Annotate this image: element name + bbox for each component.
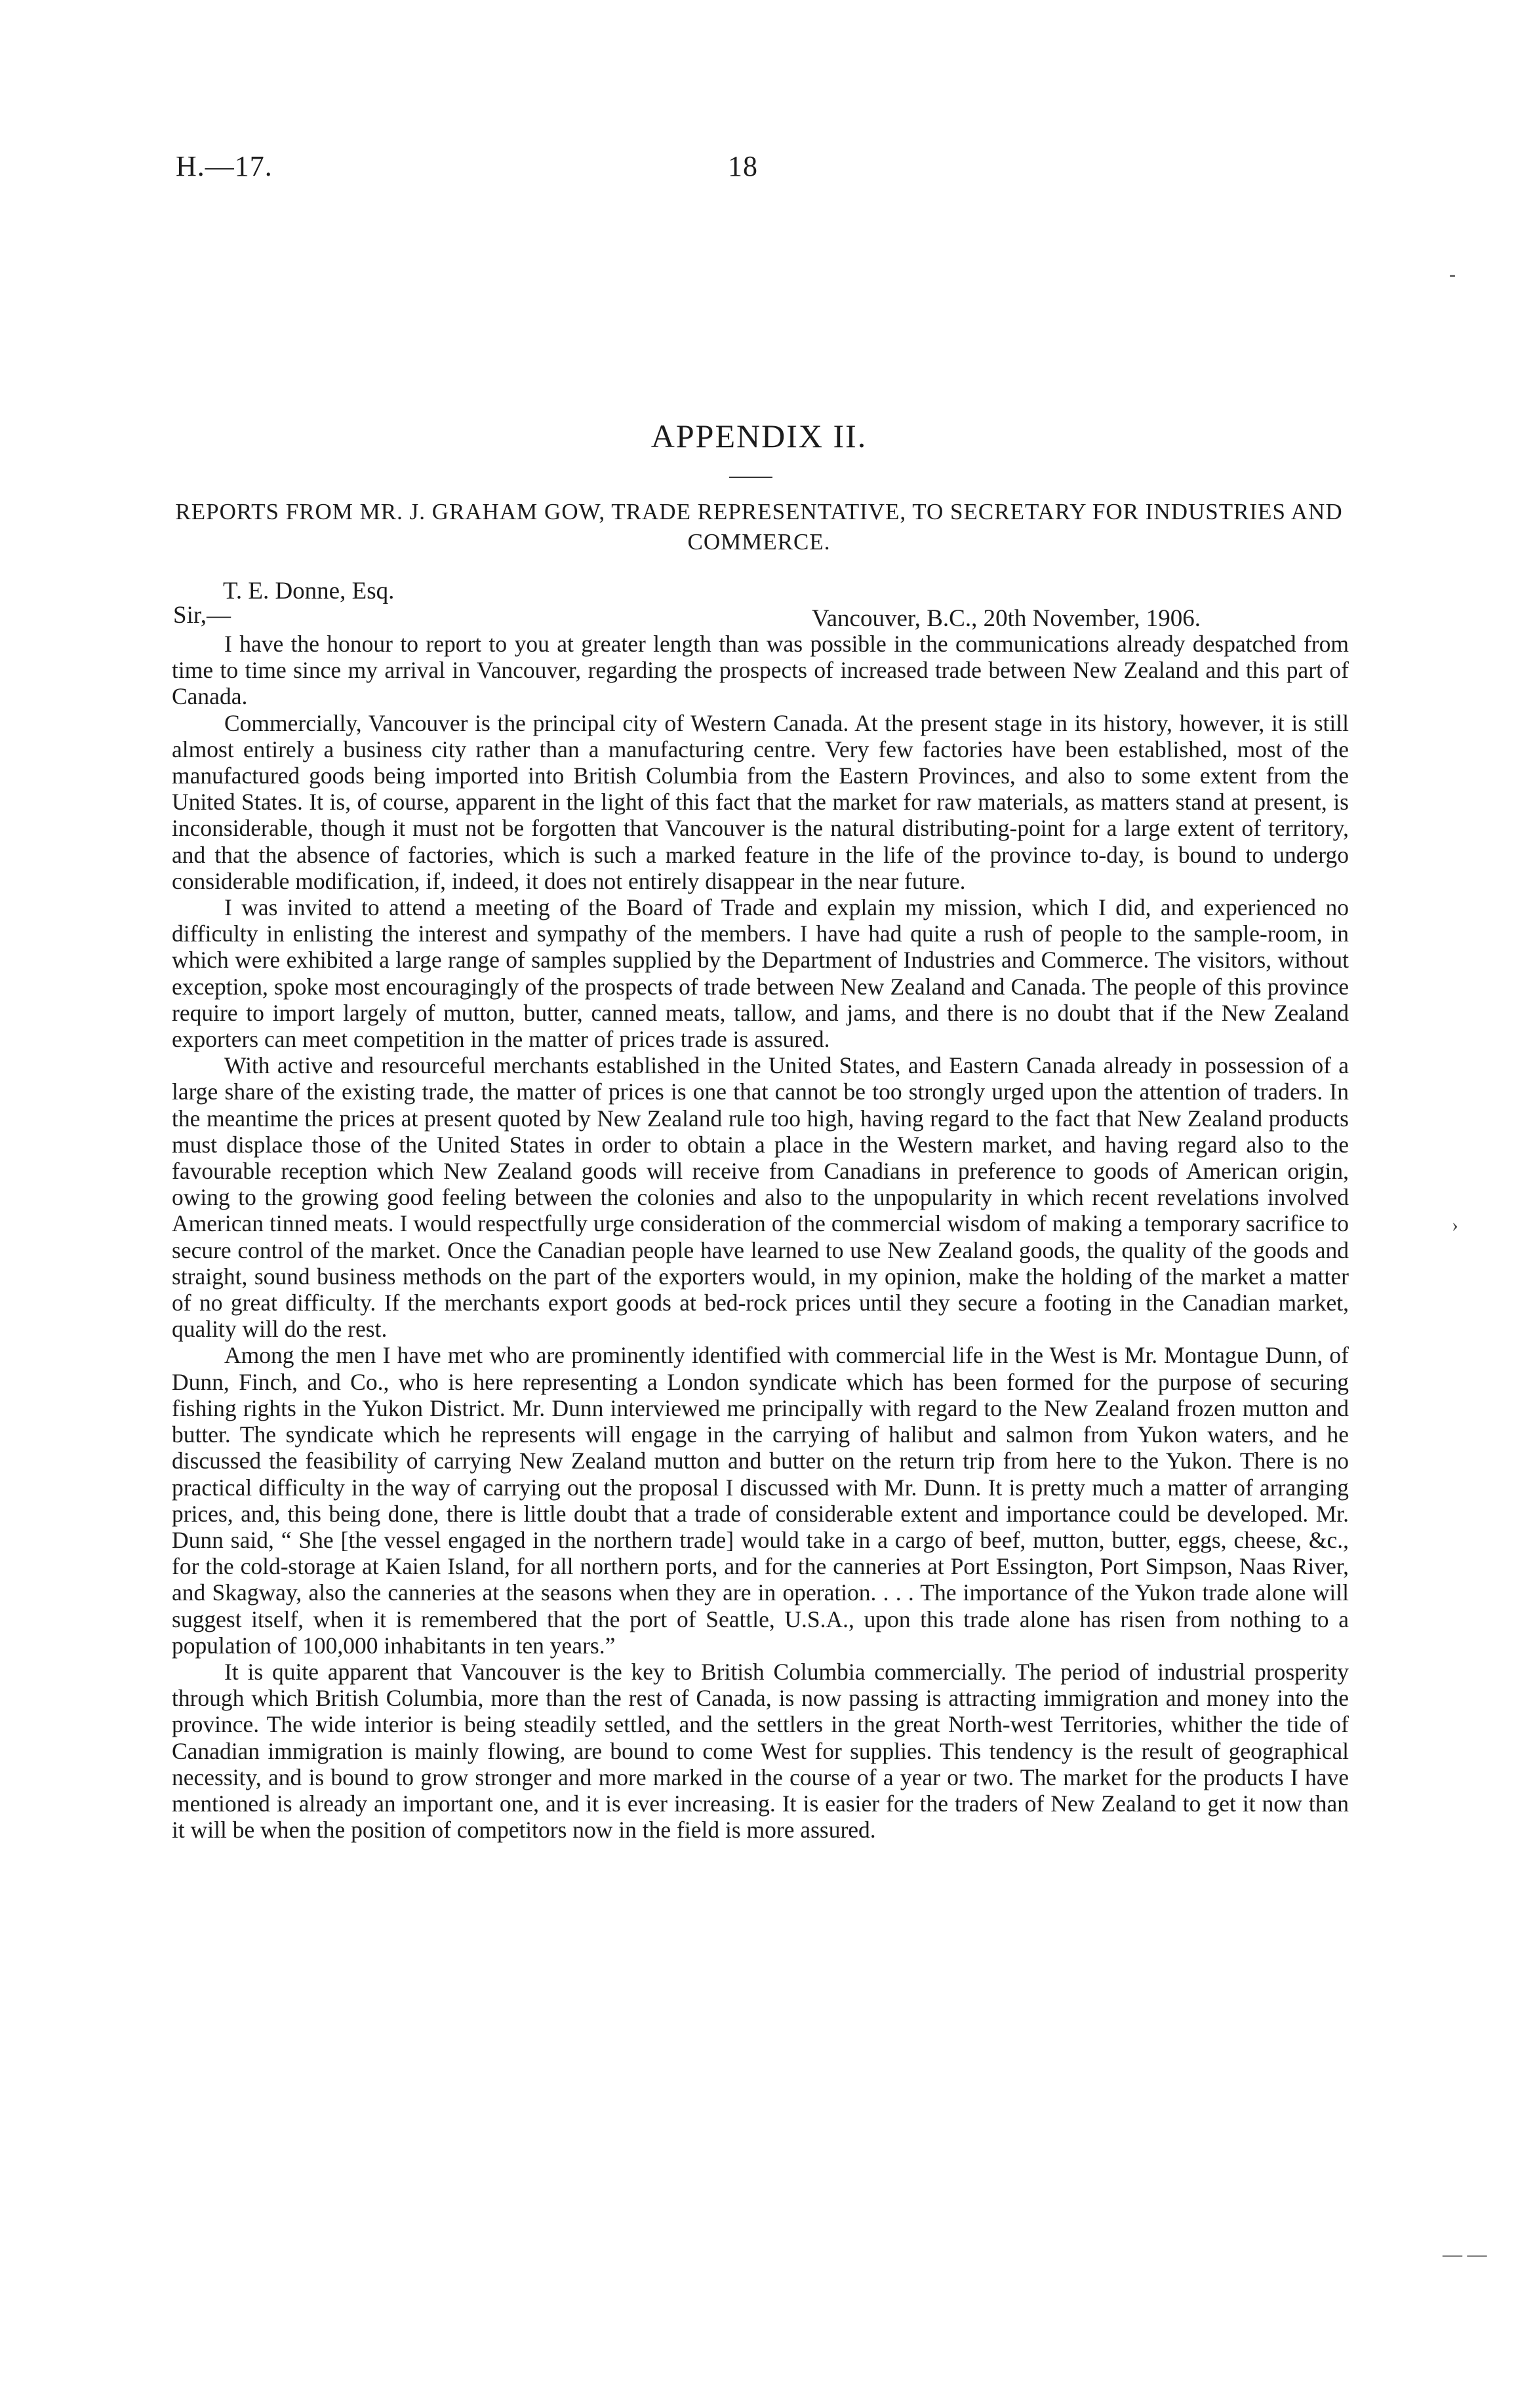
paragraph: I have the honour to report to you at greater length than was possible in the communications already despatched from time to time since my arrival in Vancouver, regarding the prospects of increased trade between New Zealand and this part of Canada. [172, 631, 1349, 710]
paragraph: Commercially, Vancouver is the principal city of Western Canada. At the present stage in its history, however, it is still almost entirely a business city rather than a manufacturing centre. Very few factories have been established, most of the manufactured goods being imported into British Columbia from the Eastern Provinces, and also to some extent from the United States. It is, of course, apparent in the light of this fact that the market for raw materials, as matters stand at present, is inconsiderable, though it must not be forgotten that Vancouver is the natural distributing-point for a large extent of territory, and that the absence of factories, which is such a marked feature in the life of the province to-day, is bound to undergo considerable modification, if, indeed, it does not entirely disappear in the near future. [172, 709, 1349, 894]
salutation: Sir,— [173, 602, 231, 629]
addressee: T. E. Donne, Esq. [223, 578, 395, 604]
letter-body [172, 631, 1349, 1843]
dateline: Vancouver, B.C., 20th November, 1906. [812, 605, 1201, 632]
paragraph: It is quite apparent that Vancouver is the key to British Columbia commercially. The period of industrial prosperity through which British Columbia, more than the rest of Canada, is now passing is attracting immigration and money into the province. The wide interior is being steadily settled, and the settlers in the great North-west Territories, whither the tide of Canadian immigration is mainly flowing, are bound to come West for supplies. This tendency is the result of geographical necessity, and is bound to grow stronger and more marked in the course of a year or two. The market for the products I have mentioned is already an important one, and it is ever increasing. It is easier for the traders of New Zealand to get it now than it will be when the position of competitors now in the field is more assured. [172, 1658, 1349, 1844]
scan-mark: — — [1443, 2243, 1487, 2265]
document-reference: H.—17. [176, 150, 273, 182]
scan-mark: › [1452, 1214, 1458, 1236]
appendix-heading: APPENDIX II. [650, 418, 868, 454]
heading-rule [729, 477, 772, 478]
paragraph: Among the men I have met who are prominently identified with commercial life in the West is Mr. Montague Dunn, of Dunn, Finch, and Co., who is here representing a London syndicate which has been formed for the purpose of securing fishing rights in the Yukon District. Mr. Dunn interviewed me principally with regard to the New Zealand frozen mutton and butter. The syndicate which he represents will engage in the carrying of halibut and salmon from Yukon waters, and he discussed the feasibility of carrying New Zealand mutton and butter on the return trip from here to the Yukon. There is no practical difficulty in the way of carrying out the proposal I discussed with Mr. Dunn. It is pretty much a matter of arranging prices, and, this being done, there is little doubt that a trade of considerable extent and importance could be developed. Mr. Dunn said, “ She [the vessel engaged in the northern trade] would take in a cargo of beef, mutton, butter, eggs, cheese, &c., for the cold-storage at Kaien Island, for all northern ports, and for the canneries at Port Essington, Port Simpson, Naas River, and Skagway, also the canneries at the seasons when they are in operation. . . . The importance of the Yukon trade alone will suggest itself, when it is remembered that the port of Seattle, U.S.A., upon this trade alone has risen from nothing to a population of 100,000 inhabitants in ten years.” [172, 1342, 1349, 1659]
paragraph: I was invited to attend a meeting of the Board of Trade and explain my mission, which I did, and experienced no difficulty in enlisting the interest and sympathy of the members. I have had quite a rush of people to the sample-room, in which were exhibited a large range of samples supplied by the Department of Industries and Commerce. The visitors, without exception, spoke most encouragingly of the prospects of trade between New Zealand and Canada. The people of this province require to import largely of mutton, butter, canned meats, tallow, and jams, and there is no doubt that if the New Zealand exporters can meet competition in the matter of prices trade is assured. [172, 894, 1349, 1053]
paragraph: With active and resourceful merchants established in the United States, and Eastern Canada already in possession of a large share of the existing trade, the matter of prices is one that cannot be too strongly urged upon the attention of traders. In the meantime the prices at present quoted by New Zealand rule too high, having regard to the fact that New Zealand products must displace those of the United States in order to obtain a place in the Western market, and having regard also to the favourable reception which New Zealand goods will receive from Canadians in preference to goods of American origin, owing to the growing good feeling between the colonies and also to the unpopularity in which recent revelations involved American tinned meats. I would respectfully urge consideration of the commercial wisdom of making a temporary sacrifice to secure control of the market. Once the Canadian people have learned to use New Zealand goods, the quality of the goods and straight, sound business methods on the part of the exporters would, in my opinion, make the holding of the market a matter of no great difficulty. If the merchants export goods at bed-rock prices until they secure a footing in the Canadian market, quality will do the rest. [172, 1052, 1349, 1343]
page-number: 18 [728, 150, 758, 182]
report-title: REPORTS FROM MR. J. GRAHAM GOW, TRADE REPRESENTATIVE, TO SECRETARY FOR INDUSTRIES AND COMMERCE. [175, 499, 1343, 555]
scan-mark: ‐ [1449, 264, 1456, 285]
